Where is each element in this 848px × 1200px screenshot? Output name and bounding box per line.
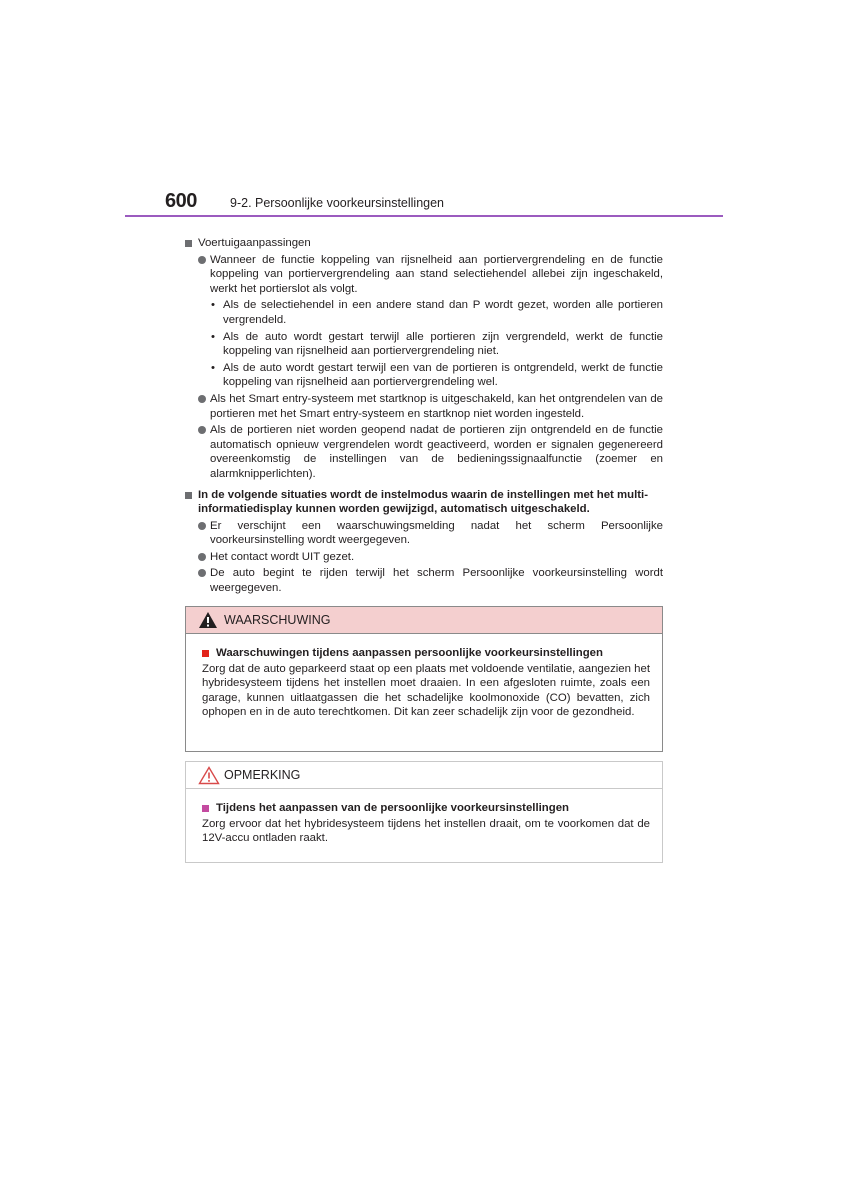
dot-mark: •	[211, 361, 215, 374]
section-heading-auto-off: In de volgende situaties wordt de instelmodus waarin de instellingen met het multi-informatiedisplay kunnen worden gewijzigd, automatisch uitgeschakeld.	[185, 488, 663, 517]
warning-triangle-icon	[198, 611, 218, 629]
round-bullet-icon	[198, 553, 206, 561]
warning-text: Zorg dat de auto geparkeerd staat op een plaats met voldoende ventilatie, aangezien het hybridesysteem tijdens het instellen moet draaien. In een afgesloten ruimte, zoals een garage, kunnen uitlaatgassen die het schadelijke koolmonoxide (CO) bevatten, zich ophopen en in de auto terechtkomen. Dit kan zeer schadelijk zijn voor de gezondheid.	[202, 662, 650, 719]
warning-header	[186, 607, 662, 634]
list-item: Wanneer de functie koppeling van rijsnelheid aan portiervergrendeling en de functie koppeling van portiervergrendeling aan stand selectiehendel allebei zijn ingeschakeld, werkt het portierslot als volgt.	[185, 253, 663, 297]
notice-text: Zorg ervoor dat het hybridesysteem tijdens het instellen draait, om te voorkomen dat de 12V-accu ontladen raakt.	[202, 817, 650, 845]
warning-label: WAARSCHUWING	[224, 613, 331, 627]
notice-label: OPMERKING	[224, 768, 301, 782]
list-item: Als het Smart entry-systeem met startknop is uitgeschakeld, kan het ontgrendelen van de portieren met het Smart entry-systeem en startknop niet worden ingesteld.	[185, 392, 663, 421]
square-bullet-icon	[185, 492, 192, 499]
page-number: 600	[165, 190, 197, 212]
section-heading-vehicle: Voertuigaanpassingen	[185, 236, 663, 251]
list-item: Als de portieren niet worden geopend nadat de portieren zijn ontgrendeld en de functie automatisch opnieuw vergrendelen wordt geactiveerd, worden er signalen gegenereerd overeenkomstig de instellingen van de bedieningssignaalfunctie (zoemer en alarmknipperlichten).	[185, 423, 663, 481]
square-bullet-icon	[185, 240, 192, 247]
sub-list-item: • Als de auto wordt gestart terwijl alle portieren zijn vergrendeld, werkt de functie koppeling van rijsnelheid aan portiervergrendeling niet.	[211, 330, 663, 358]
sub-list-item: • Als de auto wordt gestart terwijl een van de portieren is ontgrendeld, werkt de functie koppeling van rijsnelheid aan portiervergrendeling wel.	[211, 361, 663, 389]
sub-list-item: • Als de selectiehendel in een andere stand dan P wordt gezet, worden alle portieren vergrendeld.	[211, 299, 663, 326]
square-bullet-icon	[202, 650, 209, 657]
caution-triangle-icon	[198, 766, 220, 785]
main-content	[185, 236, 663, 596]
dot-mark: •	[211, 330, 215, 343]
round-bullet-icon	[198, 395, 206, 403]
round-bullet-icon	[198, 522, 206, 530]
round-bullet-icon	[198, 569, 206, 577]
notice-header	[186, 762, 662, 789]
notice-box	[185, 761, 663, 863]
header-rule	[125, 215, 723, 217]
notice-subheading: Tijdens het aanpassen van de persoonlijke voorkeursinstellingen	[202, 801, 650, 816]
list-item: Er verschijnt een waarschuwingsmelding nadat het scherm Persoonlijke voorkeursinstelling wordt weergegeven.	[185, 519, 663, 548]
round-bullet-icon	[198, 256, 206, 264]
list-item: Het contact wordt UIT gezet.	[185, 550, 663, 565]
square-bullet-icon	[202, 805, 209, 812]
round-bullet-icon	[198, 426, 206, 434]
warning-box	[185, 606, 663, 752]
list-item: De auto begint te rijden terwijl het scherm Persoonlijke voorkeursinstelling wordt weergegeven.	[185, 566, 663, 595]
dot-mark: •	[211, 299, 215, 312]
section-title: 9-2. Persoonlijke voorkeursinstellingen	[230, 196, 445, 210]
warning-subheading: Waarschuwingen tijdens aanpassen persoonlijke voorkeursinstellingen	[202, 646, 650, 661]
